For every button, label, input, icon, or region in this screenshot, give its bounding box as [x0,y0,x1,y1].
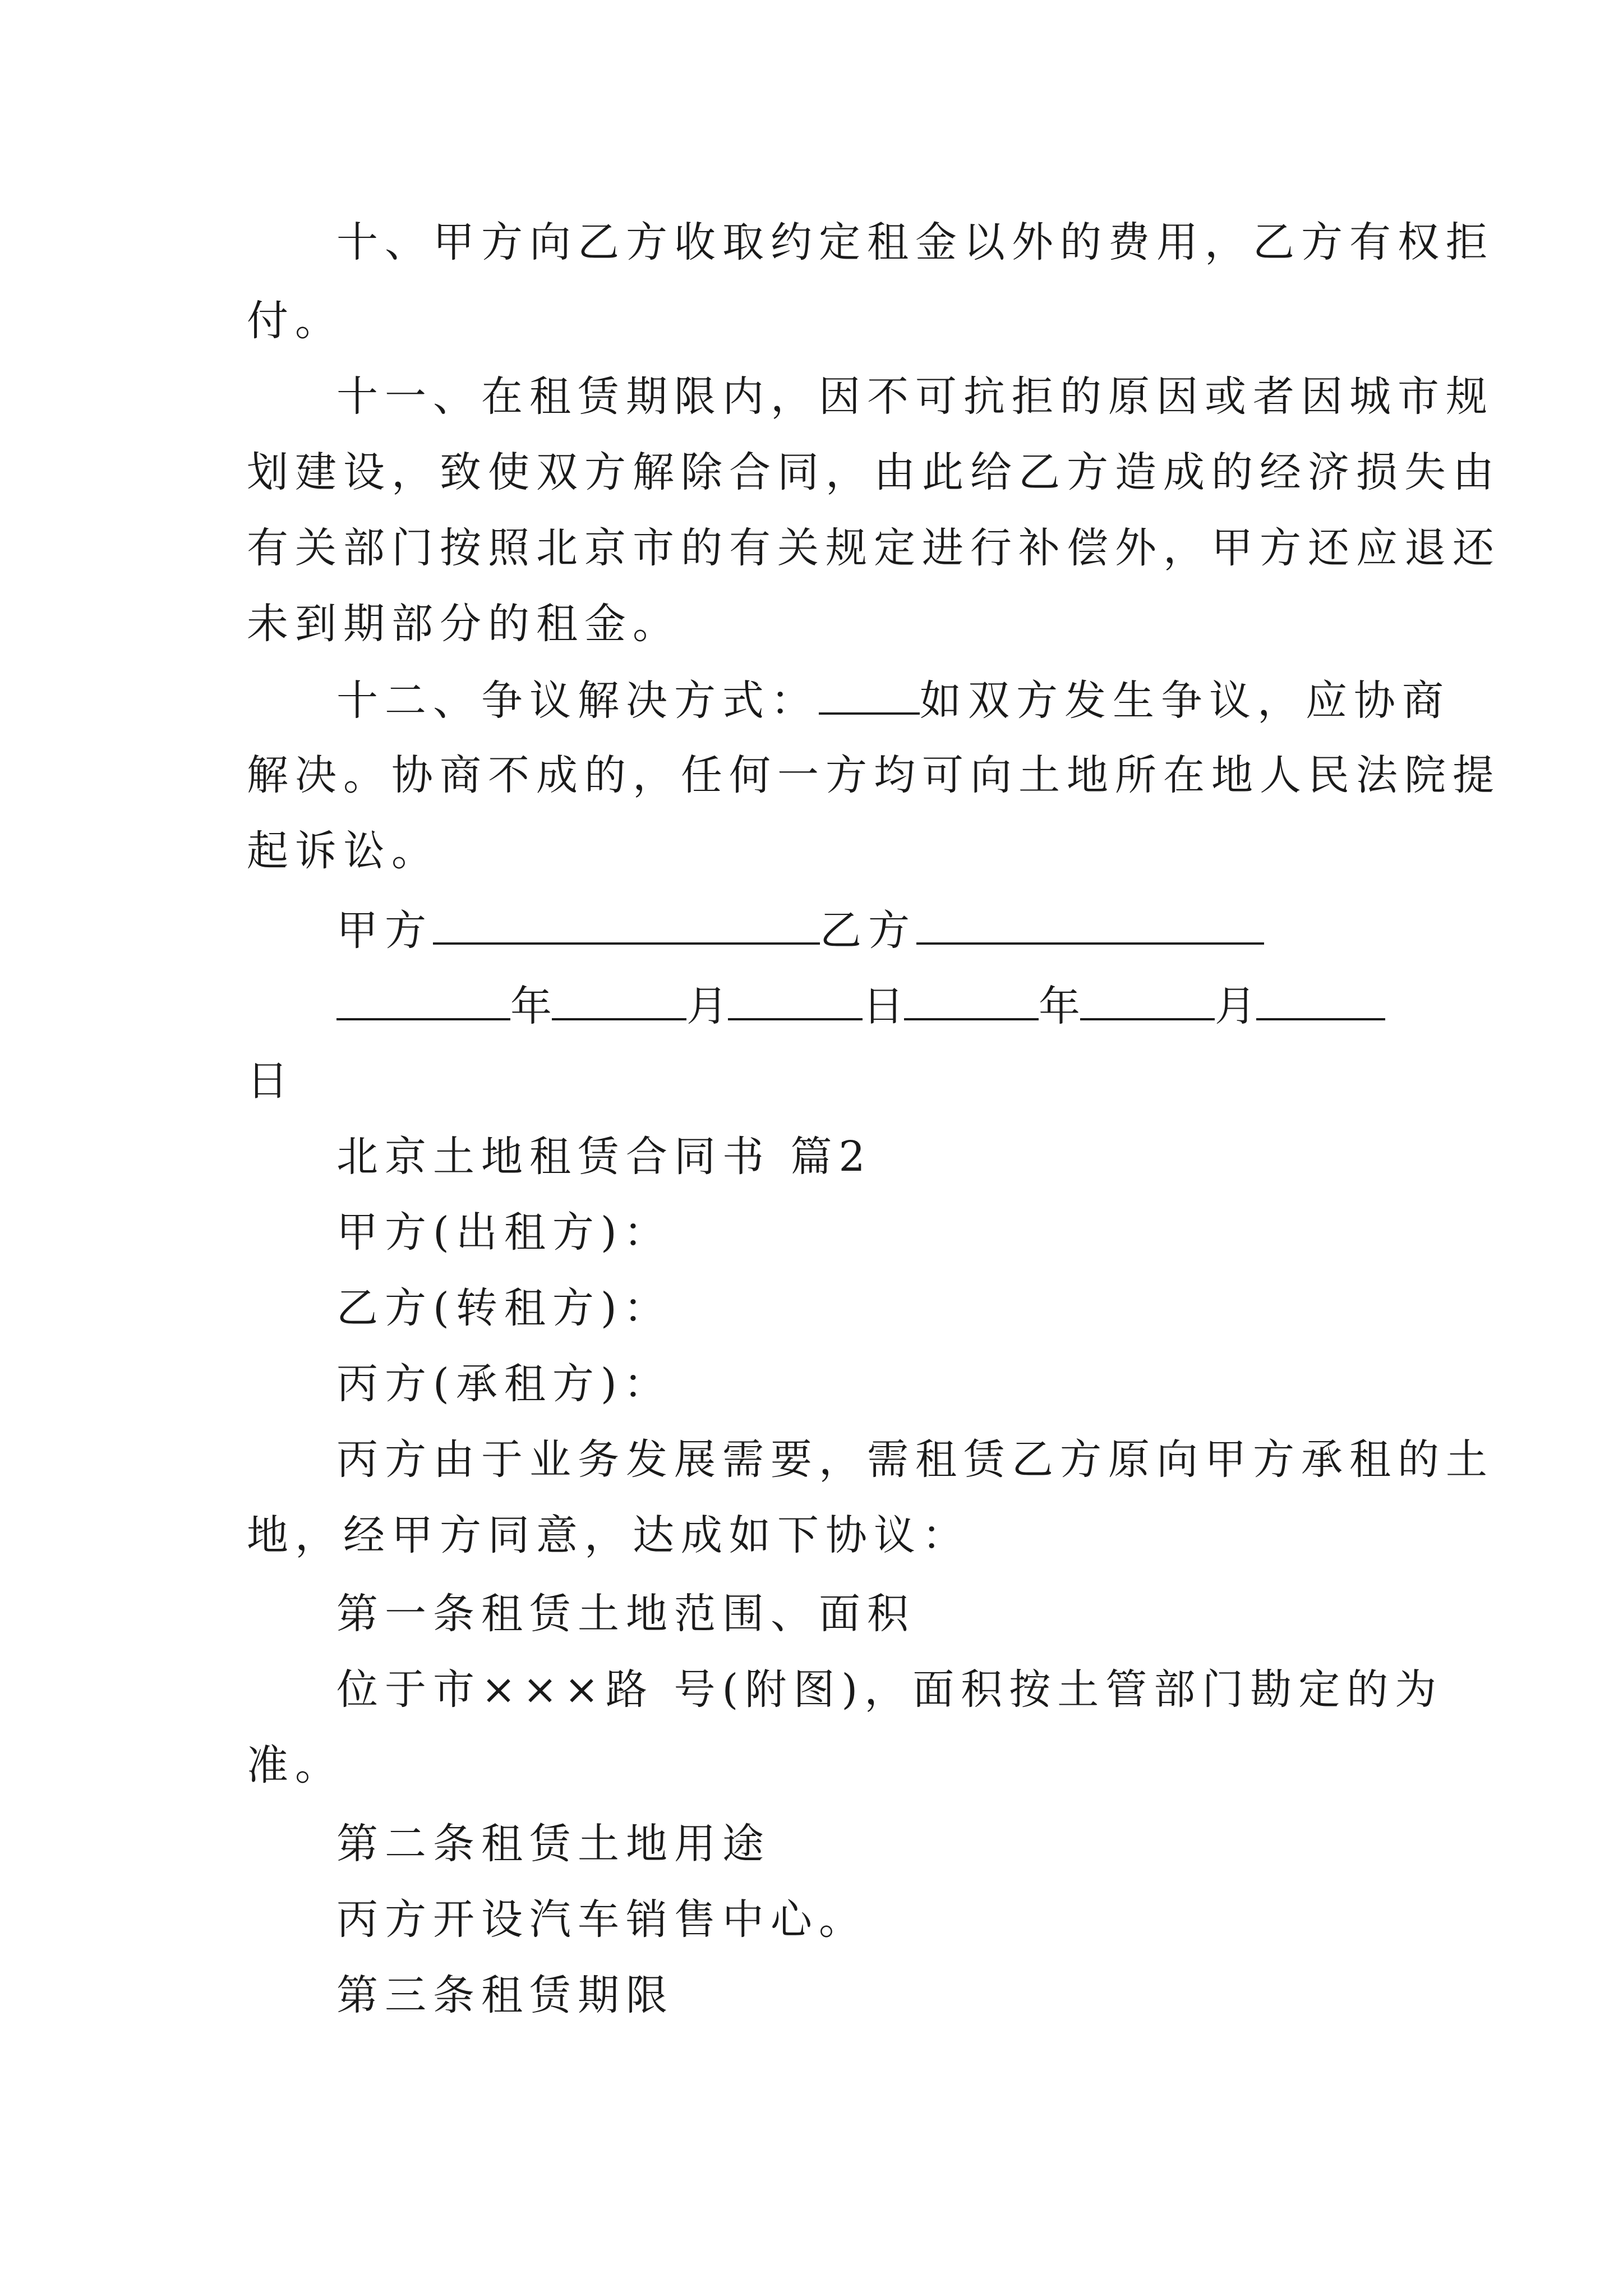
day-1-label: 日 [863,982,904,1030]
party-a-lessor: 甲方(出租方)： [336,1208,672,1257]
year-1-label: 年 [510,982,552,1030]
year-2-label: 年 [1039,982,1080,1030]
signature-line [336,907,1380,955]
clause-12-line-3: 起诉讼。 [247,827,440,875]
clause-10-line-2: 付。 [247,297,343,345]
clause-11-line-3: 有关部门按照北京市的有关规定进行补偿外，甲方还应退还 [247,524,1501,572]
month-2-blank [1080,984,1215,1020]
day-2-blank [1256,984,1385,1020]
month-1-label: 月 [686,982,728,1030]
article-1-line-2: 准。 [247,1741,343,1789]
party-a-blank [433,909,820,945]
clause-12-prefix: 十二、争议解决方式： [336,677,819,725]
article-1-title: 第一条租赁土地范围、面积 [336,1590,915,1638]
article-1-line-1: 位于市×××路 号(附图)，面积按土管部门勘定的为 [336,1665,1444,1714]
year-1-blank [336,984,510,1020]
dispute-method-blank [819,679,920,715]
article-2-title: 第二条租赁土地用途 [336,1820,771,1868]
article-2-body: 丙方开设汽车销售中心。 [336,1895,867,1944]
clause-11-line-1: 十一、在租赁期限内，因不可抗拒的原因或者因城市规 [336,372,1494,421]
section-2-title: 北京土地租赁合同书 篇2 [336,1133,872,1181]
party-c-lessee: 丙方(承租方)： [336,1360,672,1408]
article-3-title: 第三条租赁期限 [336,1971,674,2019]
day-1-blank [728,984,863,1020]
intro-line-2: 地，经甲方同意，达成如下协议： [247,1511,970,1559]
month-2-label: 月 [1215,982,1256,1030]
party-a-label: 甲方 [336,907,433,955]
party-b-sublessor: 乙方(转租方)： [336,1284,672,1332]
party-b-blank [916,909,1264,945]
clause-12-suffix: 如双方发生争议，应协商 [920,677,1450,725]
clause-12-line-2: 解决。协商不成的，任何一方均可向土地所在地人民法院提 [247,751,1501,799]
clause-10-line-1: 十、甲方向乙方收取约定租金以外的费用，乙方有权拒 [336,218,1494,266]
day-2-label: 日 [247,1057,295,1105]
month-1-blank [552,984,686,1020]
year-2-blank [904,984,1039,1020]
intro-line-1: 丙方由于业务发展需要，需租赁乙方原向甲方承租的土 [336,1435,1494,1484]
clause-11-line-2: 划建设，致使双方解除合同，由此给乙方造成的经济损失由 [247,448,1501,496]
party-b-label: 乙方 [820,907,916,955]
date-line [336,982,1380,1030]
clause-12-line-1 [336,677,1450,725]
clause-11-line-4: 未到期部分的租金。 [247,600,681,648]
